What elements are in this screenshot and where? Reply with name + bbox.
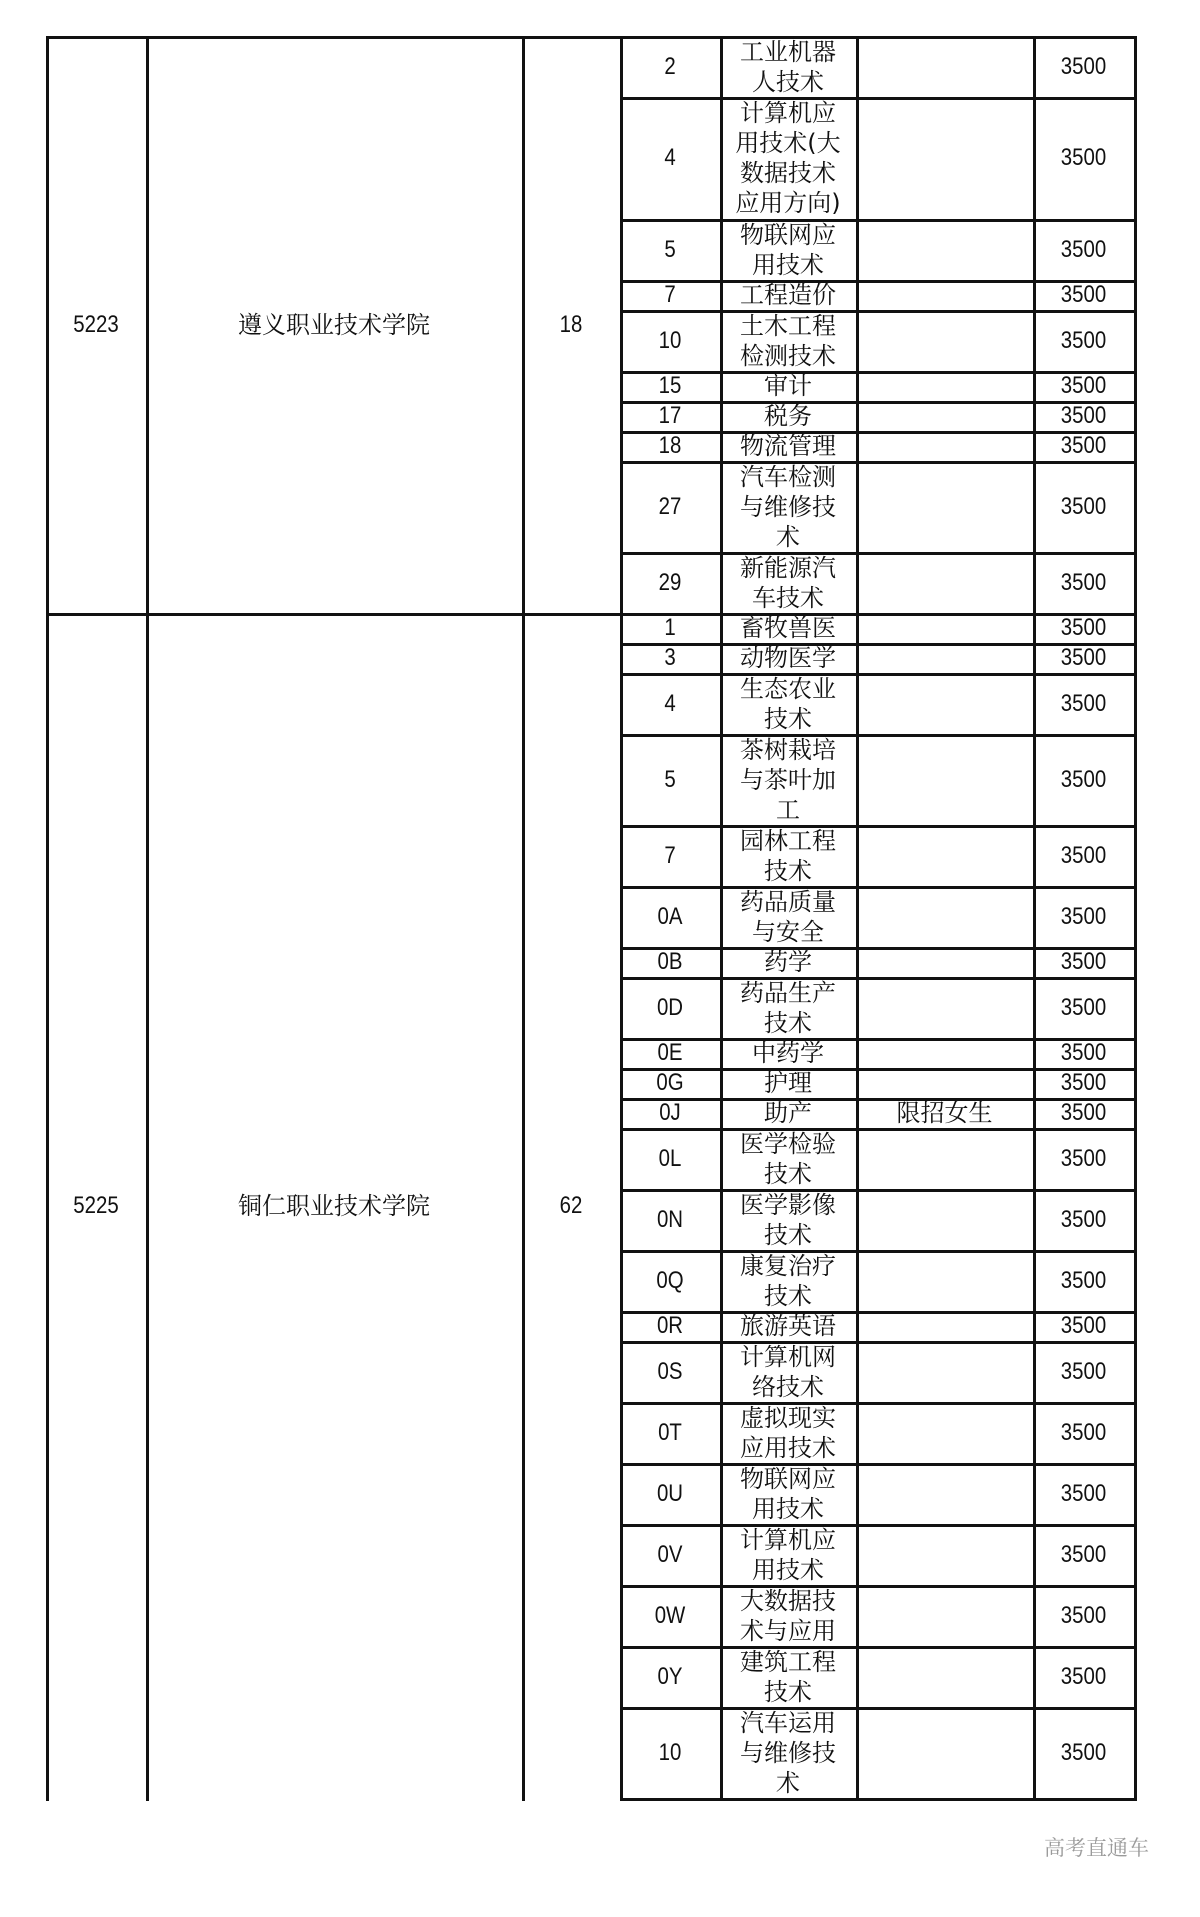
major-name-text: 工程造价 bbox=[740, 281, 836, 309]
major-name-text: 茶树栽培与茶叶加工 bbox=[740, 735, 836, 824]
column-divider bbox=[856, 36, 859, 1801]
column-divider bbox=[620, 36, 623, 1801]
major-name-text: 计算机网络技术 bbox=[740, 1342, 836, 1401]
major-note bbox=[856, 1585, 1033, 1646]
major-name-text: 汽车检测与维修技术 bbox=[740, 462, 836, 551]
tuition-fee: 3500 bbox=[1060, 402, 1107, 429]
major-code: 0W bbox=[654, 1601, 686, 1629]
major-note bbox=[856, 1707, 1033, 1798]
tuition-fee: 3500 bbox=[1060, 1099, 1107, 1126]
major-code: 7 bbox=[664, 281, 676, 308]
major-name bbox=[720, 431, 856, 461]
major-code: 0S bbox=[657, 1357, 683, 1385]
major-code: 27 bbox=[658, 492, 682, 520]
tuition-fee: 3500 bbox=[1060, 902, 1107, 930]
major-code: 10 bbox=[658, 1738, 682, 1766]
major-name-text: 动物医学 bbox=[740, 644, 836, 672]
major-note bbox=[856, 36, 1033, 97]
major-code: 10 bbox=[658, 326, 682, 354]
major-code: 17 bbox=[658, 402, 682, 429]
major-note bbox=[856, 1402, 1033, 1463]
column-divider bbox=[720, 36, 723, 1801]
major-code: 0E bbox=[657, 1039, 683, 1066]
column-divider bbox=[46, 36, 49, 1801]
tuition-fee: 3500 bbox=[1060, 235, 1107, 263]
major-code: 0Q bbox=[656, 1266, 684, 1294]
major-name bbox=[720, 1098, 856, 1128]
watermark: 高考直通车 bbox=[1044, 1836, 1149, 1860]
major-note bbox=[856, 401, 1033, 431]
major-code: 0N bbox=[656, 1205, 684, 1233]
major-note bbox=[856, 1646, 1033, 1707]
major-note bbox=[856, 280, 1033, 310]
major-note bbox=[856, 1524, 1033, 1585]
major-name-text: 康复治疗技术 bbox=[740, 1251, 836, 1310]
column-divider bbox=[522, 36, 525, 1801]
major-name bbox=[720, 1402, 856, 1463]
major-name bbox=[720, 825, 856, 886]
major-name bbox=[720, 886, 856, 947]
major-name bbox=[720, 643, 856, 673]
major-name-text: 畜牧兽医 bbox=[740, 614, 836, 642]
major-note bbox=[856, 613, 1033, 643]
major-name-text: 计算机应用技术 bbox=[740, 1525, 836, 1584]
major-code: 0L bbox=[658, 1144, 682, 1172]
major-name-text: 药品生产技术 bbox=[740, 978, 836, 1037]
major-code: 0Y bbox=[657, 1662, 683, 1690]
major-note bbox=[856, 1463, 1033, 1524]
major-code: 4 bbox=[664, 689, 676, 717]
major-note bbox=[856, 673, 1033, 734]
major-name bbox=[720, 461, 856, 552]
major-code: 3 bbox=[664, 644, 676, 671]
major-code: 2 bbox=[664, 52, 676, 80]
major-code: 5 bbox=[664, 235, 676, 263]
major-name bbox=[720, 371, 856, 401]
major-code: 0A bbox=[657, 902, 683, 930]
major-name-text: 审计 bbox=[764, 372, 812, 400]
tuition-fee: 3500 bbox=[1060, 1205, 1107, 1233]
major-name bbox=[720, 1128, 856, 1189]
tuition-fee: 3500 bbox=[1060, 372, 1107, 399]
major-name bbox=[720, 552, 856, 613]
major-code: 0V bbox=[657, 1540, 683, 1568]
major-name-text: 建筑工程技术 bbox=[740, 1647, 836, 1706]
major-name-text: 税务 bbox=[764, 402, 812, 430]
major-name-text: 汽车运用与维修技术 bbox=[740, 1708, 836, 1797]
major-note bbox=[856, 1038, 1033, 1068]
major-name-text: 虚拟现实应用技术 bbox=[740, 1403, 836, 1462]
major-note bbox=[856, 734, 1033, 825]
tuition-fee: 3500 bbox=[1060, 644, 1107, 671]
institution-name: 遵义职业技术学院 bbox=[238, 310, 430, 339]
tuition-fee: 3500 bbox=[1060, 993, 1107, 1021]
major-name-text: 新能源汽车技术 bbox=[740, 553, 836, 612]
tuition-fee: 3500 bbox=[1060, 1540, 1107, 1568]
tuition-fee: 3500 bbox=[1060, 1418, 1107, 1446]
major-note bbox=[856, 431, 1033, 461]
major-name bbox=[720, 977, 856, 1038]
tuition-fee: 3500 bbox=[1060, 52, 1107, 80]
major-code: 0R bbox=[656, 1312, 684, 1339]
major-name bbox=[720, 1250, 856, 1311]
major-note bbox=[856, 1250, 1033, 1311]
major-code: 1 bbox=[664, 614, 676, 641]
major-note: 限招女生 bbox=[896, 1099, 993, 1127]
major-code: 7 bbox=[664, 841, 676, 869]
major-code: 5 bbox=[664, 765, 676, 793]
major-name-text: 土木工程检测技术 bbox=[740, 311, 836, 370]
major-note bbox=[856, 552, 1033, 613]
major-note bbox=[856, 825, 1033, 886]
tuition-fee: 3500 bbox=[1060, 1144, 1107, 1172]
row-divider bbox=[620, 1798, 1137, 1801]
major-name bbox=[720, 1585, 856, 1646]
major-note bbox=[856, 310, 1033, 371]
major-name-text: 工业机器人技术 bbox=[740, 37, 836, 96]
tuition-fee: 3500 bbox=[1060, 1738, 1107, 1766]
major-name bbox=[720, 673, 856, 734]
major-name bbox=[720, 734, 856, 825]
tuition-fee: 3500 bbox=[1060, 689, 1107, 717]
major-name-text: 旅游英语 bbox=[740, 1312, 836, 1340]
major-name bbox=[720, 1068, 856, 1098]
major-code: 18 bbox=[658, 432, 682, 459]
major-name bbox=[720, 97, 856, 219]
major-name-text: 医学检验技术 bbox=[740, 1129, 836, 1188]
major-name bbox=[720, 1189, 856, 1250]
major-name bbox=[720, 310, 856, 371]
major-name bbox=[720, 1524, 856, 1585]
tuition-fee: 3500 bbox=[1060, 948, 1107, 975]
tuition-fee: 3500 bbox=[1060, 568, 1107, 596]
major-name-text: 医学影像技术 bbox=[740, 1190, 836, 1249]
major-name bbox=[720, 1707, 856, 1798]
major-name-text: 生态农业技术 bbox=[740, 674, 836, 733]
tuition-fee: 3500 bbox=[1060, 841, 1107, 869]
plan-count: 18 bbox=[559, 310, 583, 338]
institution-code: 5225 bbox=[73, 1191, 119, 1219]
major-name-text: 园林工程技术 bbox=[740, 826, 836, 885]
tuition-fee: 3500 bbox=[1060, 281, 1107, 308]
column-divider bbox=[1033, 36, 1036, 1801]
major-note bbox=[856, 219, 1033, 280]
major-name-text: 物联网应用技术 bbox=[740, 220, 836, 279]
tuition-fee: 3500 bbox=[1060, 1069, 1107, 1096]
institution-name: 铜仁职业技术学院 bbox=[238, 1191, 430, 1220]
major-name-text: 护理 bbox=[764, 1069, 812, 1097]
major-name bbox=[720, 280, 856, 310]
tuition-fee: 3500 bbox=[1060, 1357, 1107, 1385]
major-note bbox=[856, 947, 1033, 977]
major-name bbox=[720, 36, 856, 97]
major-name bbox=[720, 947, 856, 977]
tuition-fee: 3500 bbox=[1060, 492, 1107, 520]
major-note bbox=[856, 371, 1033, 401]
major-note bbox=[856, 1068, 1033, 1098]
major-name bbox=[720, 219, 856, 280]
major-code: 29 bbox=[658, 568, 682, 596]
major-name-text: 药学 bbox=[764, 948, 812, 976]
major-name-text: 计算机应用技术(大数据技术应用方向) bbox=[735, 99, 841, 217]
tuition-fee: 3500 bbox=[1060, 1479, 1107, 1507]
major-note bbox=[856, 1311, 1033, 1341]
major-name bbox=[720, 1311, 856, 1341]
major-code: 0J bbox=[659, 1099, 681, 1126]
major-note bbox=[856, 1128, 1033, 1189]
major-name-text: 中药学 bbox=[752, 1039, 824, 1067]
major-name-text: 药品质量与安全 bbox=[740, 887, 836, 946]
major-name bbox=[720, 1341, 856, 1402]
tuition-fee: 3500 bbox=[1060, 144, 1107, 171]
tuition-fee: 3500 bbox=[1060, 432, 1107, 459]
major-name-text: 物联网应用技术 bbox=[740, 1464, 836, 1523]
major-name-text: 物流管理 bbox=[740, 432, 836, 460]
major-note bbox=[856, 643, 1033, 673]
tuition-fee: 3500 bbox=[1060, 326, 1107, 354]
tuition-fee: 3500 bbox=[1060, 1601, 1107, 1629]
major-note bbox=[856, 1189, 1033, 1250]
major-code: 0D bbox=[656, 993, 684, 1021]
tuition-fee: 3500 bbox=[1060, 1312, 1107, 1339]
major-name bbox=[720, 1646, 856, 1707]
major-name bbox=[720, 401, 856, 431]
tuition-fee: 3500 bbox=[1060, 1039, 1107, 1066]
major-code: 0G bbox=[656, 1069, 684, 1096]
major-name bbox=[720, 1038, 856, 1068]
major-note bbox=[856, 1341, 1033, 1402]
institution-code: 5223 bbox=[73, 310, 119, 338]
major-code: 0T bbox=[658, 1418, 682, 1446]
major-note bbox=[856, 977, 1033, 1038]
major-note bbox=[856, 461, 1033, 552]
major-note bbox=[856, 886, 1033, 947]
major-name bbox=[720, 613, 856, 643]
tuition-fee: 3500 bbox=[1060, 1266, 1107, 1294]
tuition-fee: 3500 bbox=[1060, 765, 1107, 793]
major-code: 0B bbox=[657, 948, 683, 975]
major-name-text: 助产 bbox=[764, 1099, 812, 1127]
major-code: 0U bbox=[656, 1479, 684, 1507]
major-code: 4 bbox=[664, 144, 676, 171]
tuition-fee: 3500 bbox=[1060, 1662, 1107, 1690]
plan-count: 62 bbox=[559, 1191, 583, 1219]
major-name-text: 大数据技术与应用 bbox=[740, 1586, 836, 1645]
major-name bbox=[720, 1463, 856, 1524]
column-divider bbox=[146, 36, 149, 1801]
major-code: 15 bbox=[658, 372, 682, 399]
tuition-fee: 3500 bbox=[1060, 614, 1107, 641]
major-note bbox=[856, 97, 1033, 219]
column-divider bbox=[1134, 36, 1137, 1801]
